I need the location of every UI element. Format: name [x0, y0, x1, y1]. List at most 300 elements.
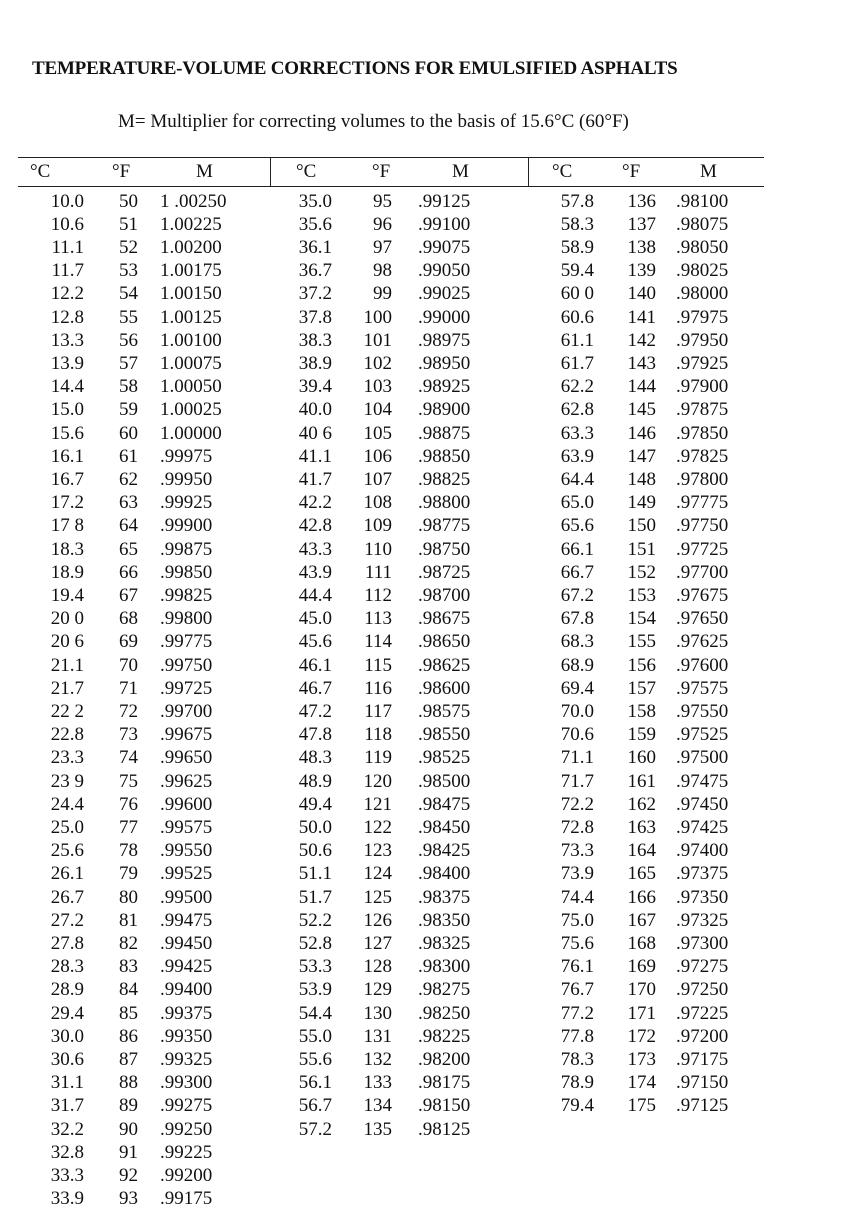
multiplier-cell: .98925 [418, 376, 471, 398]
multiplier-cell: .98100 [676, 190, 729, 212]
celsius-cell: 70.0 [560, 700, 594, 722]
celsius-cell: 26.1 [50, 863, 84, 885]
fahrenheit-cell: 158 [627, 700, 656, 722]
celsius-cell: 66.7 [560, 561, 594, 583]
fahrenheit-cell: 59 [119, 399, 138, 421]
fahrenheit-cell: 89 [119, 1095, 138, 1117]
celsius-cell: 16.7 [50, 468, 84, 490]
fahrenheit-cell: 98 [373, 260, 392, 282]
celsius-cell: 12.2 [50, 283, 84, 305]
multiplier-cell: .97375 [676, 863, 729, 885]
multiplier-cell: .99200 [160, 1164, 213, 1186]
fahrenheit-cell: 166 [627, 886, 656, 908]
multiplier-cell: .98575 [418, 700, 471, 722]
multiplier-cell: .98025 [676, 260, 729, 282]
celsius-cell: 43.3 [298, 538, 332, 560]
multiplier-cell: .99300 [160, 1072, 213, 1094]
celsius-cell: 23.3 [50, 747, 84, 769]
multiplier-cell: .97875 [676, 399, 729, 421]
celsius-cell: 77.8 [560, 1025, 594, 1047]
fahrenheit-cell: 103 [363, 376, 392, 398]
multiplier-cell: .99800 [160, 608, 213, 630]
table-top-rule [18, 157, 764, 158]
multiplier-cell: .99275 [160, 1095, 213, 1117]
celsius-cell: 53.3 [298, 956, 332, 978]
fahrenheit-cell: 63 [119, 492, 138, 514]
celsius-cell: 52.2 [298, 909, 332, 931]
multiplier-cell: .99950 [160, 468, 213, 490]
celsius-cell: 22 2 [50, 700, 84, 722]
multiplier-cell: .97500 [676, 747, 729, 769]
multiplier-cell: .99925 [160, 492, 213, 514]
celsius-cell: 74.4 [560, 886, 594, 908]
column-header-celsius: °C [296, 161, 317, 182]
fahrenheit-cell: 110 [364, 538, 392, 560]
fahrenheit-cell: 129 [363, 979, 392, 1001]
column-header-multiplier: M [452, 161, 469, 182]
fahrenheit-cell: 67 [119, 584, 138, 606]
celsius-cell: 13.9 [50, 352, 84, 374]
multiplier-cell: .97725 [676, 538, 729, 560]
multiplier-cell: .98900 [418, 399, 471, 421]
celsius-cell: 41.7 [298, 468, 332, 490]
fahrenheit-cell: 163 [627, 816, 656, 838]
multiplier-cell: .99100 [418, 213, 471, 235]
multiplier-cell: 1 .00250 [160, 190, 227, 212]
multiplier-cell: .98950 [418, 352, 471, 374]
multiplier-cell: .98825 [418, 468, 471, 490]
fahrenheit-cell: 172 [627, 1025, 656, 1047]
multiplier-cell: 1.00150 [160, 283, 222, 305]
celsius-cell: 75.6 [560, 932, 594, 954]
celsius-cell: 65.0 [560, 492, 594, 514]
fahrenheit-cell: 65 [119, 538, 138, 560]
multiplier-cell: .97475 [676, 770, 729, 792]
fahrenheit-cell: 81 [119, 909, 138, 931]
fahrenheit-cell: 107 [363, 468, 392, 490]
celsius-cell: 25.0 [50, 816, 84, 838]
fahrenheit-cell: 84 [119, 979, 138, 1001]
celsius-cell: 56.1 [298, 1072, 332, 1094]
column-header-multiplier: M [700, 161, 717, 182]
fahrenheit-cell: 60 [119, 422, 138, 444]
celsius-cell: 48.9 [298, 770, 332, 792]
fahrenheit-cell: 70 [119, 654, 138, 676]
fahrenheit-cell: 137 [627, 213, 656, 235]
fahrenheit-cell: 122 [363, 816, 392, 838]
multiplier-cell: .97125 [676, 1095, 729, 1117]
fahrenheit-cell: 68 [119, 608, 138, 630]
multiplier-cell: .99975 [160, 445, 213, 467]
celsius-cell: 72.8 [560, 816, 594, 838]
multiplier-cell: .99000 [418, 306, 471, 328]
celsius-cell: 40 6 [298, 422, 332, 444]
fahrenheit-cell: 102 [363, 352, 392, 374]
celsius-cell: 47.8 [298, 724, 332, 746]
multiplier-cell: .99900 [160, 515, 213, 537]
fahrenheit-cell: 90 [119, 1118, 138, 1140]
celsius-cell: 14.4 [50, 376, 84, 398]
multiplier-cell: .98675 [418, 608, 471, 630]
celsius-cell: 24.4 [50, 793, 84, 815]
fahrenheit-cell: 121 [363, 793, 392, 815]
multiplier-cell: .99525 [160, 863, 213, 885]
celsius-cell: 21.7 [50, 677, 84, 699]
multiplier-cell: .99575 [160, 816, 213, 838]
celsius-cell: 53.9 [298, 979, 332, 1001]
celsius-cell: 48.3 [298, 747, 332, 769]
multiplier-cell: .98250 [418, 1002, 471, 1024]
fahrenheit-cell: 83 [119, 956, 138, 978]
celsius-cell: 45.6 [298, 631, 332, 653]
multiplier-cell: .97250 [676, 979, 729, 1001]
fahrenheit-cell: 134 [363, 1095, 392, 1117]
multiplier-cell: .99075 [418, 236, 471, 258]
fahrenheit-cell: 58 [119, 376, 138, 398]
celsius-cell: 22.8 [50, 724, 84, 746]
celsius-cell: 27.2 [50, 909, 84, 931]
multiplier-cell: .98975 [418, 329, 471, 351]
celsius-cell: 63.9 [560, 445, 594, 467]
multiplier-cell: .97200 [676, 1025, 729, 1047]
celsius-cell: 46.1 [298, 654, 332, 676]
multiplier-cell: .97275 [676, 956, 729, 978]
fahrenheit-cell: 150 [627, 515, 656, 537]
fahrenheit-cell: 132 [363, 1048, 392, 1070]
column-header-celsius: °C [30, 161, 51, 182]
multiplier-cell: .97550 [676, 700, 729, 722]
fahrenheit-cell: 86 [119, 1025, 138, 1047]
celsius-cell: 61.7 [560, 352, 594, 374]
celsius-cell: 41.1 [298, 445, 332, 467]
fahrenheit-cell: 114 [364, 631, 392, 653]
multiplier-cell: .97225 [676, 1002, 729, 1024]
celsius-cell: 64.4 [560, 468, 594, 490]
page-title: TEMPERATURE-VOLUME CORRECTIONS FOR EMULSIFIED ASPHALTS [32, 58, 678, 79]
multiplier-cell: .97150 [676, 1072, 729, 1094]
table-header-rule [18, 186, 764, 187]
celsius-cell: 60.6 [560, 306, 594, 328]
celsius-cell: 26.7 [50, 886, 84, 908]
celsius-cell: 38.3 [298, 329, 332, 351]
celsius-cell: 36.7 [298, 260, 332, 282]
fahrenheit-cell: 156 [627, 654, 656, 676]
fahrenheit-cell: 174 [627, 1072, 656, 1094]
celsius-cell: 55.6 [298, 1048, 332, 1070]
multiplier-cell: .99050 [418, 260, 471, 282]
multiplier-cell: .98650 [418, 631, 471, 653]
multiplier-cell: .99825 [160, 584, 213, 606]
column-header-celsius: °C [552, 161, 573, 182]
column-header-fahrenheit: °F [622, 161, 641, 182]
column-header-fahrenheit: °F [112, 161, 131, 182]
multiplier-cell: .99600 [160, 793, 213, 815]
fahrenheit-cell: 104 [363, 399, 392, 421]
fahrenheit-cell: 108 [363, 492, 392, 514]
fahrenheit-cell: 71 [119, 677, 138, 699]
fahrenheit-cell: 138 [627, 236, 656, 258]
fahrenheit-cell: 139 [627, 260, 656, 282]
fahrenheit-cell: 169 [627, 956, 656, 978]
fahrenheit-cell: 159 [627, 724, 656, 746]
celsius-cell: 31.7 [50, 1095, 84, 1117]
multiplier-cell: .99850 [160, 561, 213, 583]
multiplier-cell: .97450 [676, 793, 729, 815]
multiplier-cell: .98125 [418, 1118, 471, 1140]
multiplier-cell: .98350 [418, 909, 471, 931]
celsius-cell: 59.4 [560, 260, 594, 282]
fahrenheit-cell: 153 [627, 584, 656, 606]
fahrenheit-cell: 165 [627, 863, 656, 885]
celsius-cell: 50.0 [298, 816, 332, 838]
fahrenheit-cell: 112 [364, 584, 392, 606]
celsius-cell: 46.7 [298, 677, 332, 699]
fahrenheit-cell: 78 [119, 840, 138, 862]
multiplier-cell: .97950 [676, 329, 729, 351]
multiplier-cell: .98725 [418, 561, 471, 583]
fahrenheit-cell: 116 [364, 677, 392, 699]
celsius-cell: 71.7 [560, 770, 594, 792]
fahrenheit-cell: 136 [627, 190, 656, 212]
celsius-cell: 35.0 [298, 190, 332, 212]
multiplier-cell: .97300 [676, 932, 729, 954]
fahrenheit-cell: 147 [627, 445, 656, 467]
fahrenheit-cell: 100 [363, 306, 392, 328]
celsius-cell: 25.6 [50, 840, 84, 862]
fahrenheit-cell: 130 [363, 1002, 392, 1024]
celsius-cell: 40.0 [298, 399, 332, 421]
multiplier-cell: .98300 [418, 956, 471, 978]
multiplier-cell: 1.00000 [160, 422, 222, 444]
celsius-cell: 30.0 [50, 1025, 84, 1047]
celsius-cell: 11.7 [51, 260, 84, 282]
fahrenheit-cell: 145 [627, 399, 656, 421]
fahrenheit-cell: 72 [119, 700, 138, 722]
celsius-cell: 76.7 [560, 979, 594, 1001]
multiplier-cell: .99775 [160, 631, 213, 653]
fahrenheit-cell: 160 [627, 747, 656, 769]
celsius-cell: 57.2 [298, 1118, 332, 1140]
fahrenheit-cell: 52 [119, 236, 138, 258]
celsius-cell: 17 8 [50, 515, 84, 537]
multiplier-cell: .98150 [418, 1095, 471, 1117]
fahrenheit-cell: 120 [363, 770, 392, 792]
celsius-cell: 78.3 [560, 1048, 594, 1070]
fahrenheit-cell: 88 [119, 1072, 138, 1094]
fahrenheit-cell: 128 [363, 956, 392, 978]
fahrenheit-cell: 113 [364, 608, 392, 630]
fahrenheit-cell: 117 [364, 700, 392, 722]
multiplier-cell: .97650 [676, 608, 729, 630]
fahrenheit-cell: 96 [373, 213, 392, 235]
fahrenheit-cell: 141 [627, 306, 656, 328]
fahrenheit-cell: 54 [119, 283, 138, 305]
column-header-multiplier: M [196, 161, 213, 182]
fahrenheit-cell: 85 [119, 1002, 138, 1024]
celsius-cell: 15.0 [50, 399, 84, 421]
celsius-cell: 28.3 [50, 956, 84, 978]
celsius-cell: 76.1 [560, 956, 594, 978]
multiplier-cell: 1.00025 [160, 399, 222, 421]
celsius-cell: 66.1 [560, 538, 594, 560]
fahrenheit-cell: 74 [119, 747, 138, 769]
celsius-cell: 65.6 [560, 515, 594, 537]
fahrenheit-cell: 173 [627, 1048, 656, 1070]
multiplier-cell: .97825 [676, 445, 729, 467]
multiplier-cell: .97525 [676, 724, 729, 746]
fahrenheit-cell: 80 [119, 886, 138, 908]
multiplier-cell: .98450 [418, 816, 471, 838]
fahrenheit-cell: 92 [119, 1164, 138, 1186]
fahrenheit-cell: 161 [627, 770, 656, 792]
celsius-cell: 38.9 [298, 352, 332, 374]
fahrenheit-cell: 69 [119, 631, 138, 653]
celsius-cell: 18.9 [50, 561, 84, 583]
celsius-cell: 68.9 [560, 654, 594, 676]
celsius-cell: 16.1 [50, 445, 84, 467]
multiplier-cell: .98775 [418, 515, 471, 537]
celsius-cell: 32.2 [50, 1118, 84, 1140]
fahrenheit-cell: 126 [363, 909, 392, 931]
multiplier-cell: .97425 [676, 816, 729, 838]
celsius-cell: 37.2 [298, 283, 332, 305]
celsius-cell: 60 0 [560, 283, 594, 305]
celsius-cell: 72.2 [560, 793, 594, 815]
multiplier-cell: .98425 [418, 840, 471, 862]
celsius-cell: 27.8 [50, 932, 84, 954]
fahrenheit-cell: 155 [627, 631, 656, 653]
celsius-cell: 21.1 [50, 654, 84, 676]
multiplier-cell: .98375 [418, 886, 471, 908]
fahrenheit-cell: 95 [373, 190, 392, 212]
celsius-cell: 50.6 [298, 840, 332, 862]
multiplier-cell: .97175 [676, 1048, 729, 1070]
celsius-cell: 55.0 [298, 1025, 332, 1047]
fahrenheit-cell: 123 [363, 840, 392, 862]
multiplier-cell: .99500 [160, 886, 213, 908]
fahrenheit-cell: 57 [119, 352, 138, 374]
multiplier-cell: .99750 [160, 654, 213, 676]
celsius-cell: 31.1 [50, 1072, 84, 1094]
fahrenheit-cell: 148 [627, 468, 656, 490]
fahrenheit-cell: 140 [627, 283, 656, 305]
celsius-cell: 10.6 [50, 213, 84, 235]
multiplier-cell: .97800 [676, 468, 729, 490]
multiplier-cell: .99625 [160, 770, 213, 792]
fahrenheit-cell: 164 [627, 840, 656, 862]
multiplier-cell: .99250 [160, 1118, 213, 1140]
multiplier-cell: .97750 [676, 515, 729, 537]
fahrenheit-cell: 133 [363, 1072, 392, 1094]
fahrenheit-cell: 91 [119, 1141, 138, 1163]
celsius-cell: 44.4 [298, 584, 332, 606]
multiplier-cell: .98475 [418, 793, 471, 815]
multiplier-cell: .97325 [676, 909, 729, 931]
fahrenheit-cell: 109 [363, 515, 392, 537]
multiplier-cell: 1.00075 [160, 352, 222, 374]
multiplier-cell: .97600 [676, 654, 729, 676]
fahrenheit-cell: 171 [627, 1002, 656, 1024]
celsius-cell: 33.9 [50, 1188, 84, 1210]
celsius-cell: 32.8 [50, 1141, 84, 1163]
fahrenheit-cell: 76 [119, 793, 138, 815]
celsius-cell: 19.4 [50, 584, 84, 606]
celsius-cell: 35.6 [298, 213, 332, 235]
fahrenheit-cell: 87 [119, 1048, 138, 1070]
fahrenheit-cell: 152 [627, 561, 656, 583]
multiplier-cell: .97675 [676, 584, 729, 606]
fahrenheit-cell: 50 [119, 190, 138, 212]
fahrenheit-cell: 146 [627, 422, 656, 444]
multiplier-cell: .99650 [160, 747, 213, 769]
multiplier-cell: .97850 [676, 422, 729, 444]
celsius-cell: 37.8 [298, 306, 332, 328]
multiplier-cell: .99700 [160, 700, 213, 722]
fahrenheit-cell: 154 [627, 608, 656, 630]
celsius-cell: 42.8 [298, 515, 332, 537]
multiplier-cell: .99875 [160, 538, 213, 560]
celsius-cell: 30.6 [50, 1048, 84, 1070]
celsius-cell: 67.2 [560, 584, 594, 606]
fahrenheit-cell: 168 [627, 932, 656, 954]
multiplier-cell: .99475 [160, 909, 213, 931]
fahrenheit-cell: 143 [627, 352, 656, 374]
fahrenheit-cell: 73 [119, 724, 138, 746]
fahrenheit-cell: 101 [363, 329, 392, 351]
multiplier-cell: .98050 [676, 236, 729, 258]
fahrenheit-cell: 56 [119, 329, 138, 351]
fahrenheit-cell: 77 [119, 816, 138, 838]
celsius-cell: 17.2 [50, 492, 84, 514]
multiplier-cell: .99350 [160, 1025, 213, 1047]
fahrenheit-cell: 118 [364, 724, 392, 746]
multiplier-cell: .99125 [418, 190, 471, 212]
multiplier-cell: .97975 [676, 306, 729, 328]
multiplier-cell: .99025 [418, 283, 471, 305]
multiplier-cell: .99550 [160, 840, 213, 862]
fahrenheit-cell: 170 [627, 979, 656, 1001]
celsius-cell: 43.9 [298, 561, 332, 583]
fahrenheit-cell: 131 [363, 1025, 392, 1047]
celsius-cell: 12.8 [50, 306, 84, 328]
fahrenheit-cell: 105 [363, 422, 392, 444]
celsius-cell: 20 6 [50, 631, 84, 653]
fahrenheit-cell: 149 [627, 492, 656, 514]
celsius-cell: 13.3 [50, 329, 84, 351]
celsius-cell: 58.9 [560, 236, 594, 258]
fahrenheit-cell: 61 [119, 445, 138, 467]
multiplier-cell: 1.00125 [160, 306, 222, 328]
fahrenheit-cell: 53 [119, 260, 138, 282]
fahrenheit-cell: 119 [364, 747, 392, 769]
multiplier-cell: 1.00225 [160, 213, 222, 235]
multiplier-cell: .97925 [676, 352, 729, 374]
celsius-cell: 54.4 [298, 1002, 332, 1024]
celsius-cell: 58.3 [560, 213, 594, 235]
celsius-cell: 62.8 [560, 399, 594, 421]
multiplier-cell: .97350 [676, 886, 729, 908]
celsius-cell: 33.3 [50, 1164, 84, 1186]
multiplier-cell: .98075 [676, 213, 729, 235]
celsius-cell: 23 9 [50, 770, 84, 792]
multiplier-cell: .99725 [160, 677, 213, 699]
multiplier-cell: .98700 [418, 584, 471, 606]
multiplier-cell: .97575 [676, 677, 729, 699]
celsius-cell: 29.4 [50, 1002, 84, 1024]
multiplier-cell: .98325 [418, 932, 471, 954]
celsius-cell: 73.3 [560, 840, 594, 862]
fahrenheit-cell: 151 [627, 538, 656, 560]
